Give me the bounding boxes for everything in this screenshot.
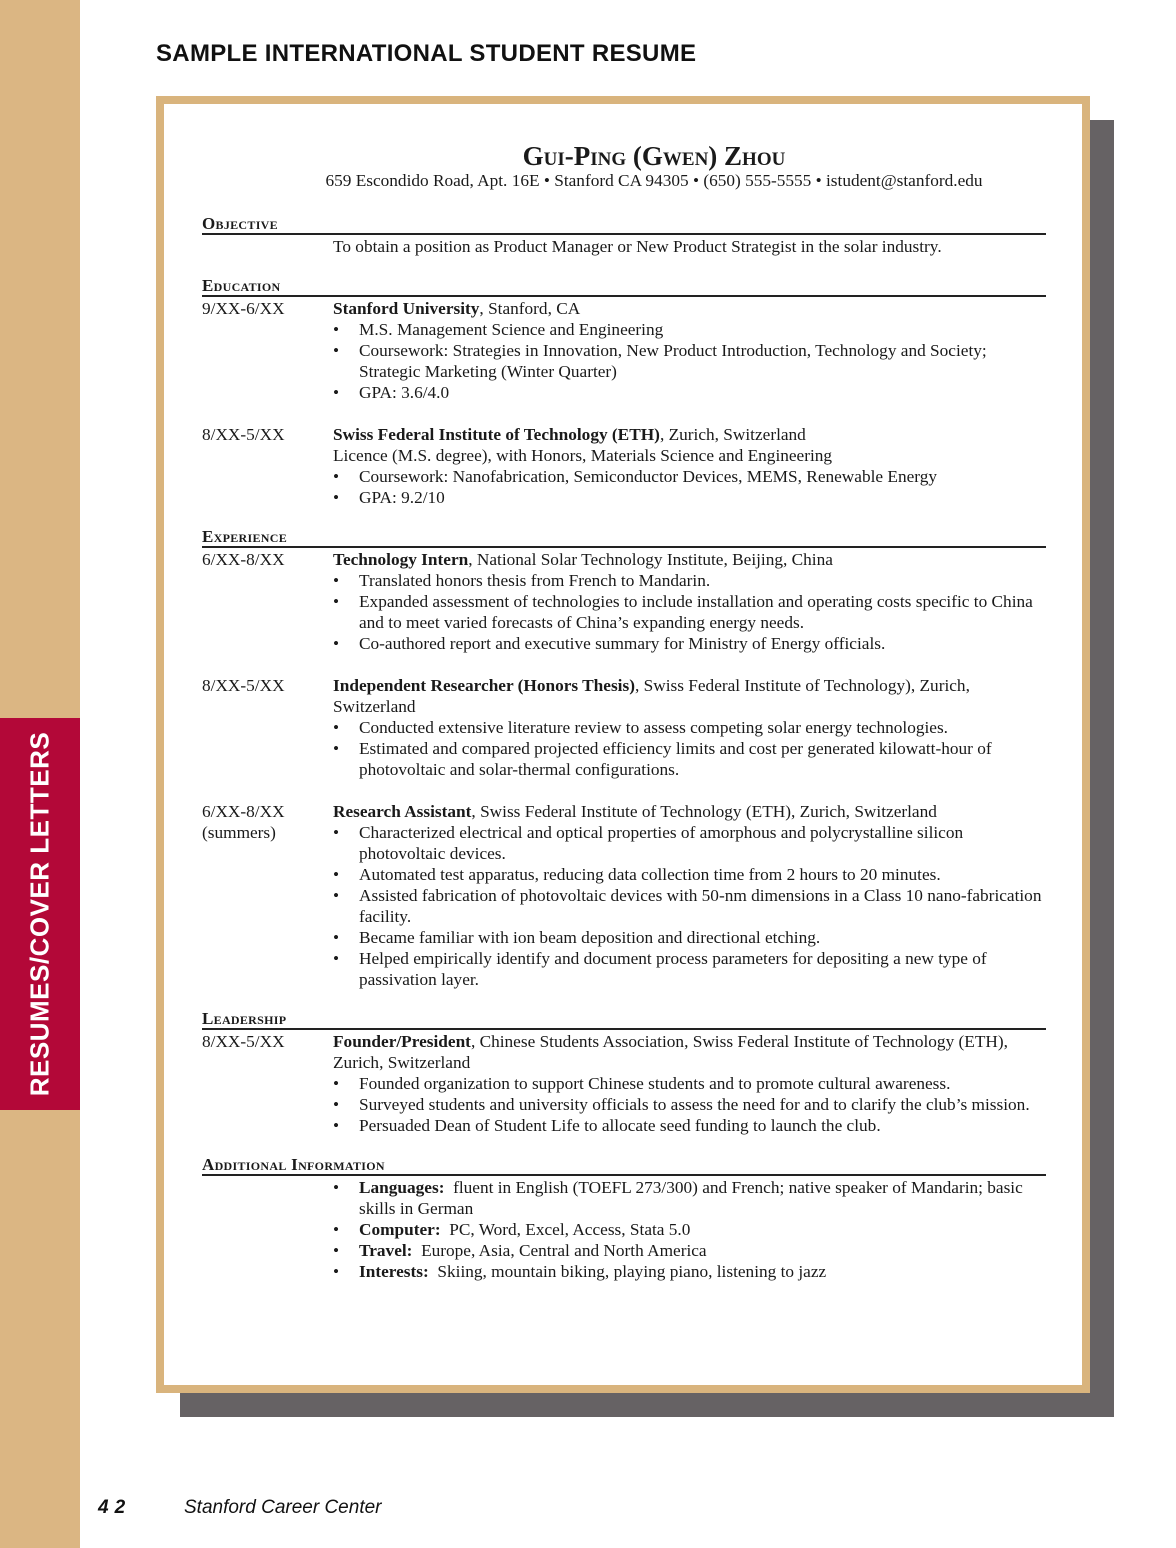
entry-bullet-list bbox=[333, 570, 1046, 654]
section-heading-leadership: Leadership bbox=[202, 1010, 1046, 1030]
additional-list bbox=[333, 1177, 1046, 1282]
entry-organization: Technology Intern bbox=[333, 550, 469, 569]
entry-heading bbox=[333, 1031, 1046, 1073]
entry-heading bbox=[333, 801, 1046, 822]
bullet-item: • Became familiar with ion beam deposition and directional etching. bbox=[333, 927, 1046, 948]
entry-date-cell bbox=[202, 675, 333, 780]
bullet-item: • Founded organization to support Chinese students and to promote cultural awareness. bbox=[333, 1073, 1046, 1094]
bullet-item: • M.S. Management Science and Engineering bbox=[333, 319, 1046, 340]
additional-item bbox=[333, 1219, 1046, 1240]
additional-item bbox=[333, 1240, 1046, 1261]
entry-organization: Founder/President bbox=[333, 1032, 471, 1051]
entry-date: 8/XX-5/XX bbox=[202, 425, 285, 444]
entry-organization: Independent Researcher (Honors Thesis) bbox=[333, 676, 635, 695]
additional-item bbox=[333, 1177, 1046, 1219]
education-entry bbox=[202, 298, 1046, 403]
footer-source: Stanford Career Center bbox=[184, 1497, 382, 1518]
bullet-item: • Assisted fabrication of photovoltaic devices with 50-nm dimensions in a Class 10 nano-fabrication facility. bbox=[333, 885, 1046, 927]
additional-item-label: Interests: bbox=[359, 1262, 429, 1281]
entry-bullet-list bbox=[333, 822, 1046, 990]
bullet-item: • Persuaded Dean of Student Life to allocate seed funding to launch the club. bbox=[333, 1115, 1046, 1136]
entry-date-cell bbox=[202, 1031, 333, 1136]
additional-item-text: PC, Word, Excel, Access, Stata 5.0 bbox=[440, 1220, 691, 1239]
experience-entry bbox=[202, 549, 1046, 654]
section-heading-experience: Experience bbox=[202, 528, 1046, 548]
date-cell bbox=[202, 236, 333, 257]
leadership-entry bbox=[202, 1031, 1046, 1136]
entry-organization-detail: , Swiss Federal Institute of Technology), Zurich, Switzerland bbox=[333, 676, 970, 716]
entry-organization: Stanford University bbox=[333, 299, 480, 318]
bullet-item: • Coursework: Nanofabrication, Semiconductor Devices, MEMS, Renewable Energy bbox=[333, 466, 1046, 487]
bullet-item: • Helped empirically identify and document process parameters for depositing a new type of passivation layer. bbox=[333, 948, 1046, 990]
resume-name: Gui-Ping (Gwen) Zhou bbox=[522, 141, 786, 171]
additional-item-label: Travel: bbox=[359, 1241, 413, 1260]
entry-bullet-list bbox=[333, 1073, 1046, 1136]
entry-date-cell bbox=[202, 549, 333, 654]
bullet-item: • Surveyed students and university officials to assess the need for and to clarify the club’s mission. bbox=[333, 1094, 1046, 1115]
entry-date: 8/XX-5/XX bbox=[202, 676, 285, 695]
entry-organization-detail: , Chinese Students Association, Swiss Federal Institute of Technology (ETH), Zurich, Switzerland bbox=[333, 1032, 1008, 1072]
entry-date: 9/XX-6/XX bbox=[202, 299, 285, 318]
resume-document bbox=[164, 104, 1082, 1385]
bullet-item: • Translated honors thesis from French to Mandarin. bbox=[333, 570, 1046, 591]
entry-bullet-list bbox=[333, 319, 1046, 403]
entry-date-note: (summers) bbox=[202, 823, 276, 842]
experience-entry bbox=[202, 675, 1046, 780]
entry-date: 6/XX-8/XX bbox=[202, 550, 285, 569]
entry-subline: Licence (M.S. degree), with Honors, Materials Science and Engineering bbox=[333, 446, 833, 465]
entry-date-cell bbox=[202, 801, 333, 990]
bullet-item: • Coursework: Strategies in Innovation, New Product Introduction, Technology and Society; Strategic Marketing (Winter Quarter) bbox=[333, 340, 1046, 382]
entry-date: 8/XX-5/XX bbox=[202, 1032, 285, 1051]
entry-date-cell bbox=[202, 424, 333, 508]
additional-item-label: Computer: bbox=[359, 1220, 441, 1239]
entry-content bbox=[333, 298, 1046, 403]
bullet-item: • Characterized electrical and optical properties of amorphous and polycrystalline silicon photovoltaic devices. bbox=[333, 822, 1046, 864]
section-heading-objective: Objective bbox=[202, 215, 1046, 235]
additional-item-label: Languages: bbox=[359, 1178, 445, 1197]
bullet-item: • Conducted extensive literature review to assess competing solar energy technologies. bbox=[333, 717, 1046, 738]
page-heading: SAMPLE INTERNATIONAL STUDENT RESUME bbox=[156, 40, 697, 67]
leadership-list bbox=[202, 1031, 1046, 1136]
resume-frame bbox=[156, 96, 1090, 1393]
entry-heading bbox=[333, 549, 1046, 570]
additional-item bbox=[333, 1261, 1046, 1282]
additional-entry bbox=[202, 1177, 1046, 1282]
entry-content bbox=[333, 424, 1046, 508]
additional-item-text: Skiing, mountain biking, playing piano, listening to jazz bbox=[428, 1262, 827, 1281]
section-heading-additional: Additional Information bbox=[202, 1156, 1046, 1176]
entry-organization-detail: , Zurich, Switzerland bbox=[659, 425, 806, 444]
entry-heading bbox=[333, 675, 1046, 717]
entry-bullet-list bbox=[333, 717, 1046, 780]
education-entry bbox=[202, 424, 1046, 508]
entry-content bbox=[333, 1031, 1046, 1136]
additional-item-text: Europe, Asia, Central and North America bbox=[412, 1241, 707, 1260]
entry-heading bbox=[333, 424, 1046, 445]
entry-content bbox=[333, 675, 1046, 780]
experience-list bbox=[202, 549, 1046, 990]
entry-date: 6/XX-8/XX bbox=[202, 802, 285, 821]
section-heading-education: Education bbox=[202, 277, 1046, 297]
additional-content bbox=[333, 1177, 1046, 1282]
bullet-item: • Estimated and compared projected efficiency limits and cost per generated kilowatt-hour of photovoltaic and solar-thermal configurations. bbox=[333, 738, 1046, 780]
entry-organization-detail: , Swiss Federal Institute of Technology (ETH), Zurich, Switzerland bbox=[471, 802, 937, 821]
entry-organization-detail: , Stanford, CA bbox=[479, 299, 581, 318]
entry-organization: Swiss Federal Institute of Technology (ETH) bbox=[333, 425, 660, 444]
additional-item-text: fluent in English (TOEFL 273/300) and French; native speaker of Mandarin; basic skills in German bbox=[359, 1178, 1028, 1218]
objective-text: To obtain a position as Product Manager or New Product Strategist in the solar industry. bbox=[333, 237, 942, 256]
education-list bbox=[202, 298, 1046, 508]
resume-contact: 659 Escondido Road, Apt. 16E • Stanford CA 94305 • (650) 555-5555 • istudent@stanford.edu bbox=[325, 171, 983, 190]
entry-bullet-list bbox=[333, 466, 1046, 508]
experience-entry bbox=[202, 801, 1046, 990]
entry-content bbox=[333, 549, 1046, 654]
side-tab-label: RESUMES/COVER LETTERS bbox=[24, 731, 55, 1097]
entry-date-cell bbox=[202, 298, 333, 403]
entry-organization: Research Assistant bbox=[333, 802, 472, 821]
date-cell bbox=[202, 1177, 333, 1282]
entry-heading bbox=[333, 298, 1046, 319]
entry-organization-detail: , National Solar Technology Institute, Beijing, China bbox=[468, 550, 833, 569]
bullet-item: • GPA: 9.2/10 bbox=[333, 487, 1046, 508]
section-side-tab bbox=[0, 718, 80, 1110]
page-number: 42 bbox=[98, 1497, 132, 1518]
bullet-item: • Automated test apparatus, reducing data collection time from 2 hours to 20 minutes. bbox=[333, 864, 1046, 885]
bullet-item: • GPA: 3.6/4.0 bbox=[333, 382, 1046, 403]
bullet-item: • Expanded assessment of technologies to include installation and operating costs specific to China and to meet varied forecasts of China’s expanding energy needs. bbox=[333, 591, 1046, 633]
bullet-item: • Co-authored report and executive summary for Ministry of Energy officials. bbox=[333, 633, 1046, 654]
objective-entry bbox=[202, 236, 1046, 257]
entry-content bbox=[333, 801, 1046, 990]
